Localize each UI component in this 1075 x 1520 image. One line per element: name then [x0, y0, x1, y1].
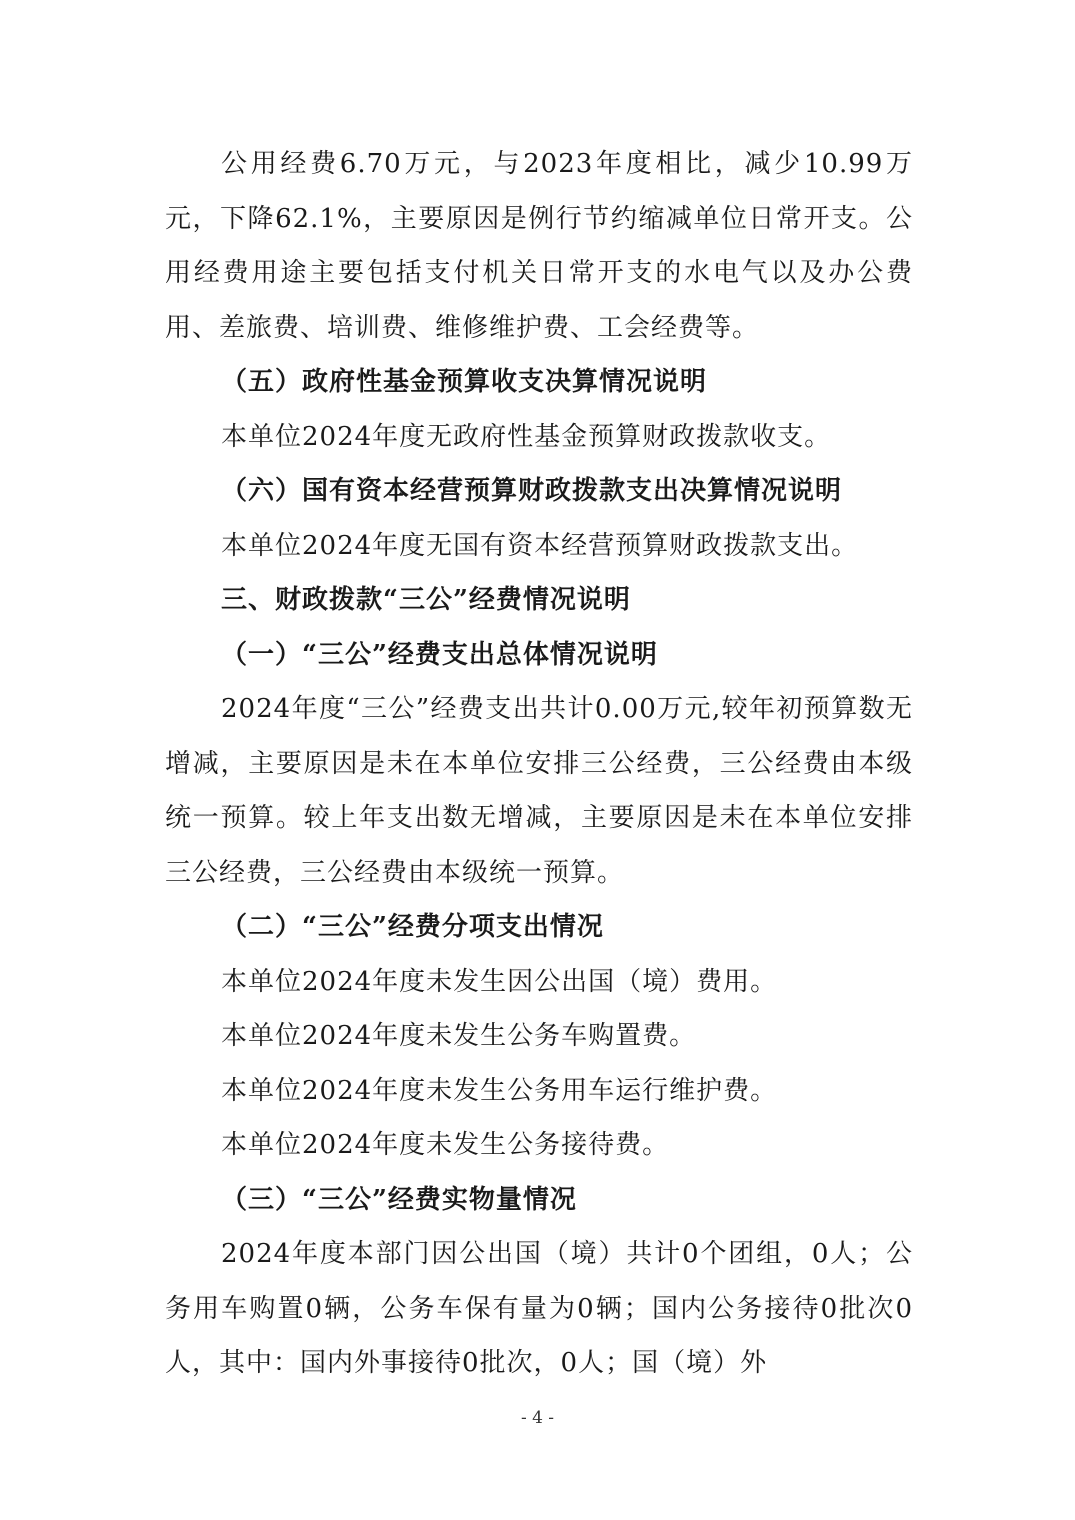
chapter-heading-three-public: 三、财政拨款“三公”经费情况说明	[221, 585, 631, 615]
page-number: - 4 -	[520, 1408, 555, 1428]
paragraph-itemized-line: 本单位2024年度未发生公务用车运行维护费。	[221, 1075, 778, 1106]
paragraph-itemized-line: 本单位2024年度未发生因公出国（境）费用。	[221, 966, 778, 997]
subsection-heading-overall: （一）“三公”经费支出总体情况说明	[221, 639, 658, 670]
paragraph-public-funds: 公用经费6.70万元，与2023年度相比，减少10.99万元，下降62.1%，主要原因是例行节约缩减单位日常开支。公用经费用途主要包括支付机关日常开支的水电气以及办公费用、差旅费、培训费、维修维护费、工会经费等。	[165, 149, 913, 343]
section-heading-state-capital: （六）国有资本经营预算财政拨款支出决算情况说明	[221, 476, 843, 506]
paragraph-government-fund: 本单位2024年度无政府性基金预算财政拨款收支。	[221, 421, 832, 452]
document-body	[165, 137, 913, 1391]
subsection-heading-physical: （三）“三公”经费实物量情况	[221, 1184, 577, 1215]
paragraph-physical: 2024年度本部门因公出国（境）共计0个团组，0人；公务用车购置0辆，公务车保有量为0辆；国内公务接待0批次0人，其中：国内外事接待0批次，0人；国（境）外	[165, 1239, 913, 1378]
section-heading-government-fund: （五）政府性基金预算收支决算情况说明	[221, 367, 708, 397]
paragraph-itemized-line: 本单位2024年度未发生公务车购置费。	[221, 1021, 697, 1051]
paragraph-overall: 2024年度“三公”经费支出共计0.00万元,较年初预算数无增减，主要原因是未在本单位安排三公经费，三公经费由本级统一预算。较上年支出数无增减，主要原因是未在本单位安排三公经费，三公经费由本级统一预算。	[165, 694, 913, 888]
paragraph-itemized-line: 本单位2024年度未发生公务接待费。	[221, 1130, 670, 1160]
paragraph-state-capital: 本单位2024年度无国有资本经营预算财政拨款支出。	[221, 530, 859, 561]
subsection-heading-itemized: （二）“三公”经费分项支出情况	[221, 912, 604, 942]
